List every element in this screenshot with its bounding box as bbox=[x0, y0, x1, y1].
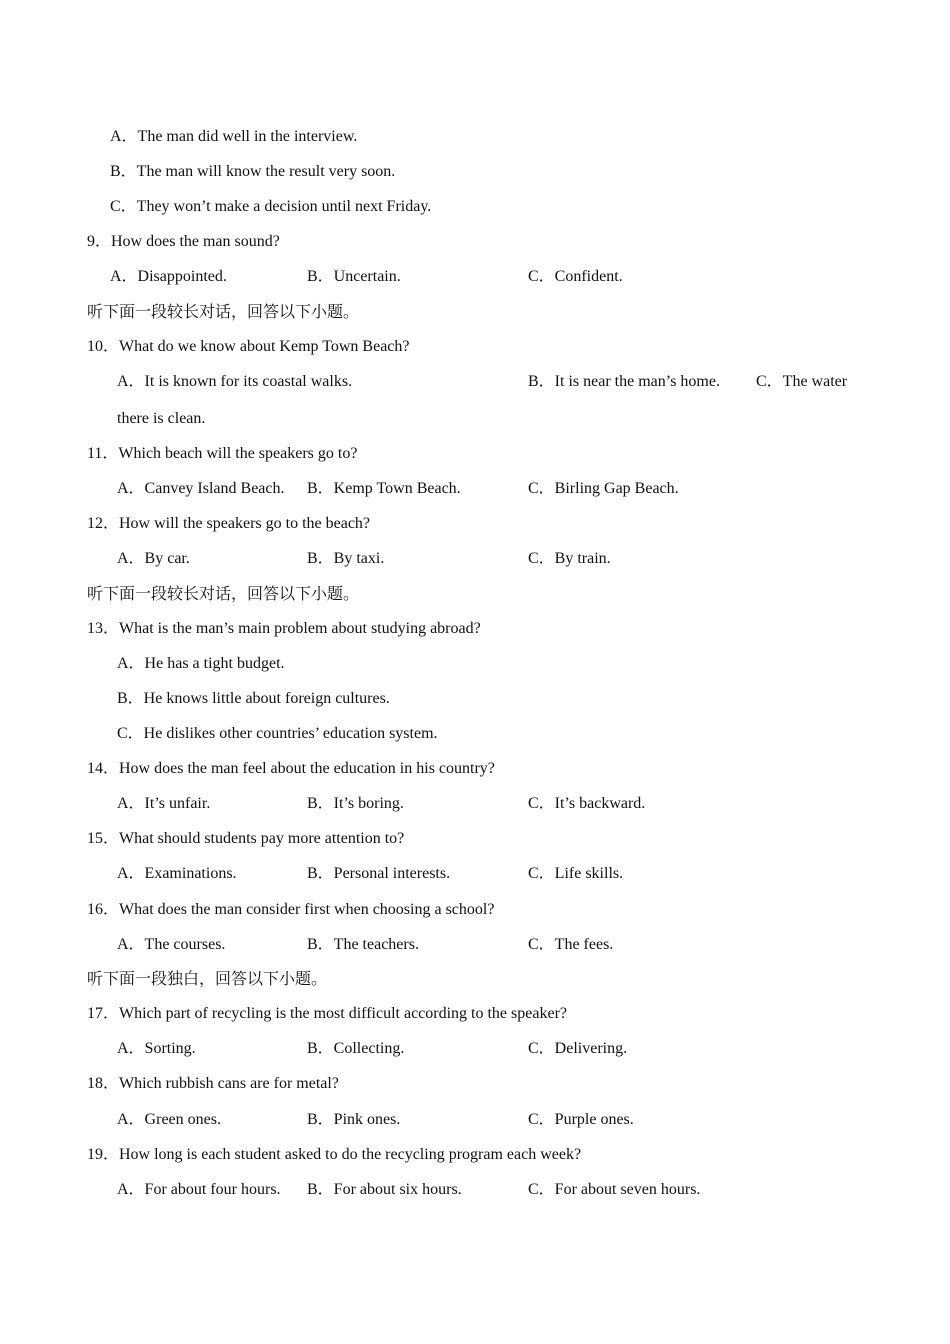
q14-option-b: B．It’s boring. bbox=[307, 795, 404, 812]
q15-option-a: A．Examinations. bbox=[117, 865, 237, 882]
q16-stem: 16．What does the man consider first when choosing a school? bbox=[87, 901, 495, 918]
q13-option-b: B．He knows little about foreign cultures. bbox=[117, 690, 390, 707]
q15-stem: 15．What should students pay more attention to? bbox=[87, 830, 405, 847]
q15-option-b: B．Personal interests. bbox=[307, 865, 451, 882]
q19-option-a: A．For about four hours. bbox=[117, 1181, 281, 1198]
q14-option-a: A．It’s unfair. bbox=[117, 795, 211, 812]
q13-stem: 13．What is the man’s main problem about studying abroad? bbox=[87, 620, 481, 637]
q16-option-b: B．The teachers. bbox=[307, 936, 419, 953]
q10-option-a: A．It is known for its coastal walks. bbox=[117, 373, 353, 390]
q14-stem: 14．How does the man feel about the education in his country? bbox=[87, 760, 495, 777]
q8-option-c: C．They won’t make a decision until next Friday. bbox=[110, 198, 432, 215]
q19-option-b: B．For about six hours. bbox=[307, 1181, 462, 1198]
q15-option-c: C．Life skills. bbox=[528, 865, 624, 882]
q16-option-c: C．The fees. bbox=[528, 936, 614, 953]
q11-stem: 11．Which beach will the speakers go to? bbox=[87, 445, 358, 462]
section-instruction: 听下面一段较长对话，回答以下小题。 bbox=[87, 586, 360, 603]
q12-option-a: A．By car. bbox=[117, 550, 190, 567]
q17-option-b: B．Collecting. bbox=[307, 1040, 405, 1057]
section-instruction: 听下面一段独白，回答以下小题。 bbox=[87, 971, 328, 988]
q12-option-c: C．By train. bbox=[528, 550, 611, 567]
q18-stem: 18．Which rubbish cans are for metal? bbox=[87, 1075, 339, 1092]
q11-option-b: B．Kemp Town Beach. bbox=[307, 480, 461, 497]
q10-option-b: B．It is near the man’s home. bbox=[528, 373, 720, 390]
q8-option-a: A．The man did well in the interview. bbox=[110, 128, 358, 145]
q9-option-b: B．Uncertain. bbox=[307, 268, 401, 285]
q19-option-c: C．For about seven hours. bbox=[528, 1181, 701, 1198]
q13-option-c: C．He dislikes other countries’ education system. bbox=[117, 725, 438, 742]
q18-option-c: C．Purple ones. bbox=[528, 1111, 634, 1128]
q18-option-b: B．Pink ones. bbox=[307, 1111, 401, 1128]
q14-option-c: C．It’s backward. bbox=[528, 795, 646, 812]
q10-option-c: C．The water bbox=[756, 373, 848, 390]
q16-option-a: A．The courses. bbox=[117, 936, 226, 953]
section-instruction: 听下面一段较长对话，回答以下小题。 bbox=[87, 304, 360, 321]
q8-option-b: B．The man will know the result very soon. bbox=[110, 163, 396, 180]
q12-stem: 12．How will the speakers go to the beach? bbox=[87, 515, 371, 532]
q17-option-c: C．Delivering. bbox=[528, 1040, 628, 1057]
q10-stem: 10．What do we know about Kemp Town Beach? bbox=[87, 338, 410, 355]
q18-option-a: A．Green ones. bbox=[117, 1111, 221, 1128]
q17-option-a: A．Sorting. bbox=[117, 1040, 196, 1057]
q9-option-c: C．Confident. bbox=[528, 268, 623, 285]
q19-stem: 19．How long is each student asked to do the recycling program each week? bbox=[87, 1146, 582, 1163]
q9-option-a: A．Disappointed. bbox=[110, 268, 227, 285]
q9-stem: 9．How does the man sound? bbox=[87, 233, 280, 250]
q12-option-b: B．By taxi. bbox=[307, 550, 385, 567]
q11-option-a: A．Canvey Island Beach. bbox=[117, 480, 285, 497]
q13-option-a: A．He has a tight budget. bbox=[117, 655, 285, 672]
q11-option-c: C．Birling Gap Beach. bbox=[528, 480, 679, 497]
q17-stem: 17．Which part of recycling is the most difficult according to the speaker? bbox=[87, 1005, 567, 1022]
q10-option-c-continued: there is clean. bbox=[117, 410, 206, 427]
